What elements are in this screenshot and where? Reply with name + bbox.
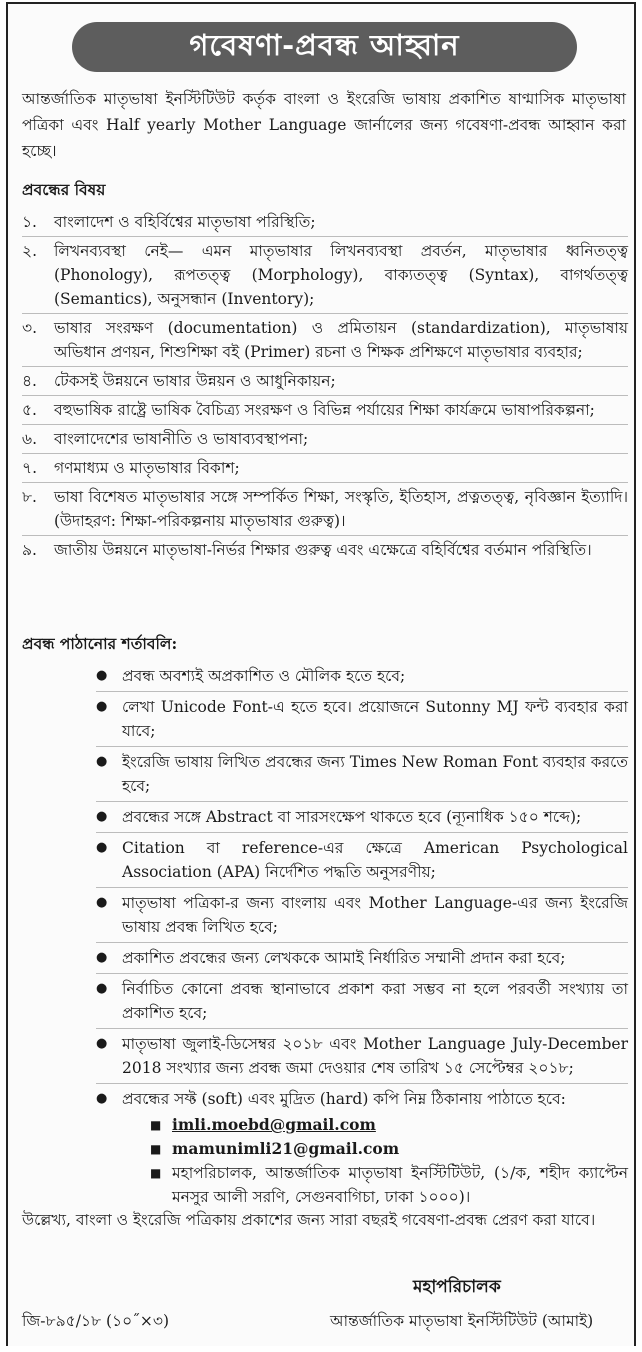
- list-item: ● ইংরেজি ভাষায় লিখিত প্রবন্ধের জন্য Times New Roman Font ব্যবহার করতে হবে;: [96, 750, 628, 802]
- submission-addresses: [122, 1113, 628, 1209]
- bullet-icon: ●: [96, 895, 108, 910]
- list-item: ৮. ভাষা বিশেষত মাতৃভাষার সঙ্গে সম্পর্কিত শিক্ষা, সংস্কৃতি, ইতিহাস, প্রত্নতত্ত্ব, নৃবিজ্ঞান ইত্যাদি। (উদাহরণ: শিক্ষা-পরিকল্পনায় মাতৃভাষার গুরুত্ব)।: [22, 485, 628, 536]
- email-secondary: mamunimli21@gmail.com: [172, 1139, 400, 1158]
- list-item: ● প্রকাশিত প্রবন্ধের জন্য লেখককে আমাই নির্ধারিত সম্মানী প্রদান করা হবে;: [96, 946, 628, 974]
- bullet-icon: ●: [96, 699, 108, 714]
- address-item: [150, 1113, 628, 1137]
- list-item: ৯. জাতীয় উন্নয়নে মাতৃভাষা-নির্ভর শিক্ষার গুরুত্ব এবং এক্ষেত্রে বহির্বিশ্বের বর্তমান পরিস্থিতি।: [22, 541, 592, 559]
- address-item: [150, 1137, 628, 1161]
- address-item: [150, 1161, 628, 1209]
- list-item: ● প্রবন্ধের সফ্ট (soft) এবং মুদ্রিত (hard) কপি নিম্ন ঠিকানায় পাঠাতে হবে: ■ imli.moebd@gmail.com ■ mamunimli21@gmail.com ■ মহাপরিচালক, আন্তর্জাতিক মাতৃভাষা ইনস্টিটিউট, (১/ক, শহীদ ক্যাপ্টেন মনসুর আলী সরণি, সেগুনবাগিচা, ঢাকা ১০০০)।: [96, 1087, 628, 1212]
- topics-list: [22, 210, 628, 566]
- closing-note: উল্লেখ্য, বাংলা ও ইংরেজি পত্রিকায় প্রকাশের জন্য সারা বছরই গবেষণা-প্রবন্ধ প্রেরণ করা যাবে।: [22, 1211, 596, 1229]
- postal-address: মহাপরিচালক, আন্তর্জাতিক মাতৃভাষা ইনস্টিটিউট, (১/ক, শহীদ ক্যাপ্টেন মনসুর আলী সরণি, সেগুনবাগিচা, ঢাকা ১০০০)।: [172, 1164, 628, 1206]
- bullet-icon: ●: [96, 981, 108, 996]
- list-item: ২. লিখনব্যবস্থা নেই— এমন মাতৃভাষার লিখনব্যবস্থা প্রবর্তন, মাতৃভাষার ধ্বনিতত্ত্ব (Phonology), রূপতত্ত্ব (Morphology), বাক্যতত্ত্ব (Syntax), বাগর্থতত্ত্ব (Semantics), অনুসন্ধান (Inventory);: [22, 239, 628, 314]
- square-bullet-icon: ■: [150, 1118, 162, 1132]
- bullet-icon: ●: [96, 840, 108, 855]
- reference-code: জি-৮৯৫/১৮ (১০˝×৩): [22, 1312, 170, 1330]
- bullet-icon: ●: [96, 950, 108, 965]
- list-item: ● প্রবন্ধ অবশ্যই অপ্রকাশিত ও মৌলিক হতে হবে;: [96, 664, 628, 692]
- list-item: ৬. বাংলাদেশের ভাষানীতি ও ভাষাব্যবস্থাপনা;: [22, 427, 628, 454]
- list-item: ১. বাংলাদেশ ও বহির্বিশ্বের মাতৃভাষা পরিস্থিতি;: [22, 210, 628, 237]
- conditions-list: [96, 664, 628, 1215]
- bullet-icon: ●: [96, 1091, 108, 1106]
- bullet-icon: ●: [96, 1036, 108, 1051]
- bullet-icon: ●: [96, 754, 108, 769]
- list-item: ৪. টেকসই উন্নয়নে ভাষার উন্নয়ন ও আধুনিকায়ন;: [22, 369, 628, 396]
- list-item: ● নির্বাচিত কোনো প্রবন্ধ স্থানাভাবে প্রকাশ করা সম্ভব না হলে পরবর্তী সংখ্যায় তা প্রকাশিত হবে;: [96, 977, 628, 1029]
- bullet-icon: ●: [96, 809, 108, 824]
- signatory-organization: আন্তর্জাতিক মাতৃভাষা ইনস্টিটিউট (আমাই): [330, 1312, 594, 1330]
- signatory-title: মহাপরিচালক: [413, 1277, 501, 1297]
- list-item: ৫. বহুভাষিক রাষ্ট্রে ভাষিক বৈচিত্র্য সংরক্ষণ ও বিভিন্ন পর্যায়ের শিক্ষা কার্যক্রমে ভাষাপরিকল্পনা;: [22, 398, 628, 425]
- list-item: ● লেখা Unicode Font-এ হতে হবে। প্রয়োজনে Sutonny MJ ফন্ট ব্যবহার করা যাবে;: [96, 695, 628, 747]
- square-bullet-icon: ■: [150, 1166, 162, 1180]
- list-item: ৩. ভাষার সংরক্ষণ (documentation) ও প্রমিতায়ন (standardization), মাতৃভাষায় অভিধান প্রণয়ন, শিশুশিক্ষা বই (Primer) রচনা ও শিক্ষক প্রশিক্ষণে মাতৃভাষার ব্যবহার;: [22, 316, 628, 367]
- square-bullet-icon: ■: [150, 1142, 162, 1156]
- email-link-primary[interactable]: imli.moebd@gmail.com: [172, 1115, 376, 1134]
- intro-paragraph: আন্তর্জাতিক মাতৃভাষা ইনস্টিটিউট কর্তৃক বাংলা ও ইংরেজি ভাষায় প্রকাশিত ষাণ্মাসিক মাতৃভাষা পত্রিকা এবং Half yearly Mother Language জার্নালের জন্য গবেষণা-প্রবন্ধ আহ্বান করা হচ্ছে।: [22, 90, 626, 160]
- topics-heading: প্রবন্ধের বিষয়: [22, 180, 106, 199]
- list-item: ● Citation বা reference-এর ক্ষেত্রে American Psychological Association (APA) নির্দেশিত পদ্ধতি অনুসরণীয়;: [96, 836, 628, 888]
- bullet-icon: ●: [96, 668, 108, 683]
- advertisement-page: [6, 2, 636, 1346]
- list-item: ● মাতৃভাষা পত্রিকা-র জন্য বাংলায় এবং Mother Language-এর জন্য ইংরেজি ভাষায় প্রবন্ধ লিখিত হবে;: [96, 891, 628, 943]
- page-title: গবেষণা-প্রবন্ধ আহ্বান: [72, 22, 577, 72]
- list-item: ● প্রবন্ধের সঙ্গে Abstract বা সারসংক্ষেপ থাকতে হবে (ন্যূনাধিক ১৫০ শব্দে);: [96, 805, 628, 833]
- list-item: ● মাতৃভাষা জুলাই-ডিসেম্বর ২০১৮ এবং Mother Language July-December 2018 সংখ্যার জন্য প্রবন্ধ জমা দেওয়ার শেষ তারিখ ১৫ সেপ্টেম্বর ২০১৮;: [96, 1032, 628, 1084]
- conditions-heading: প্রবন্ধ পাঠানোর শর্তাবলি:: [22, 634, 178, 653]
- list-item: ৭. গণমাধ্যম ও মাতৃভাষার বিকাশ;: [22, 456, 628, 483]
